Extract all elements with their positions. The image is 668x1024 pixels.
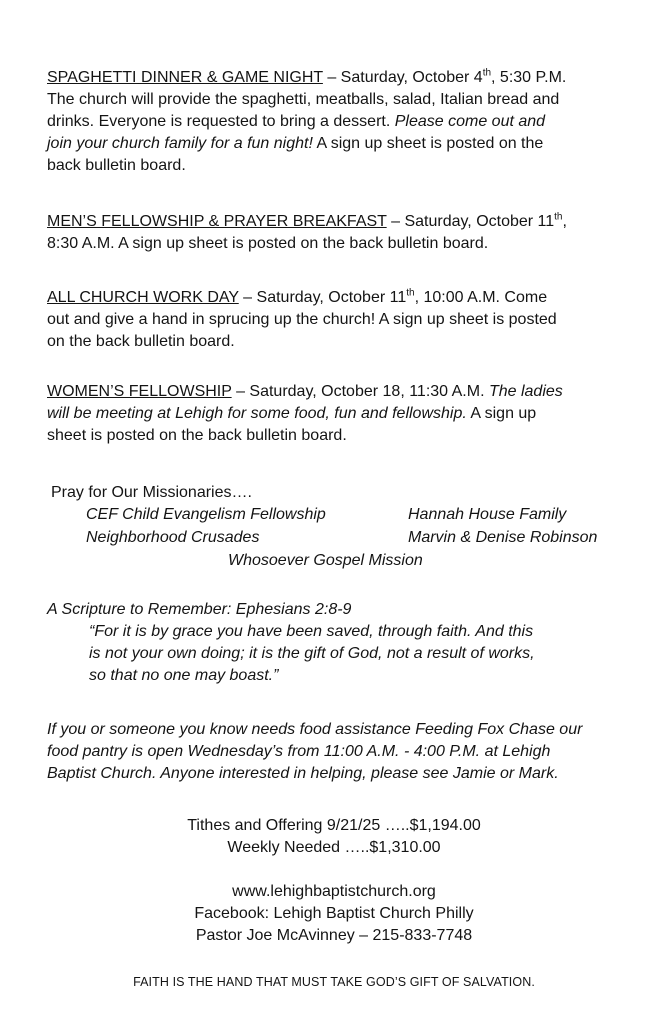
- scripture-section: [47, 599, 637, 687]
- spaghetti-heading-line: [47, 67, 637, 89]
- pastor-contact: Pastor Joe McAvinney – 215-833-7748: [195, 927, 473, 944]
- work-day-announcement: [47, 287, 637, 353]
- spaghetti-time: , 5:30 P.M.: [491, 69, 567, 86]
- finance-summary: [0, 815, 668, 859]
- spaghetti-line-5: back bulletin board.: [47, 157, 186, 174]
- workday-date: – Saturday, October 11: [238, 289, 407, 306]
- footer-motto: FAITH IS THE HAND THAT MUST TAKE GOD’S GIFT OF SALVATION.: [133, 975, 535, 989]
- missionaries-section: [51, 482, 641, 573]
- contact-info: [0, 881, 668, 947]
- spaghetti-line-4-text: A sign up sheet is posted on the: [312, 135, 544, 152]
- scripture-quote-line: “For it is by grace you have been saved, through faith. And this: [89, 623, 534, 640]
- missionary-item: Whosoever Gospel Mission: [228, 552, 423, 569]
- missionary-item: Marvin & Denise Robinson: [408, 529, 598, 546]
- mens-line-2: 8:30 A.M. A sign up sheet is posted on the back bulletin board.: [47, 235, 489, 252]
- spaghetti-date-suffix: th: [482, 67, 492, 79]
- mens-date-suffix: th: [554, 211, 563, 223]
- spaghetti-date: – Saturday, October 4: [322, 69, 483, 86]
- spaghetti-dinner-announcement: [47, 67, 637, 177]
- spaghetti-line-3: [47, 111, 637, 133]
- scripture-heading: A Scripture to Remember: Ephesians 2:8-9: [47, 601, 352, 618]
- workday-line-3: on the back bulletin board.: [47, 333, 235, 350]
- missionary-item: Hannah House Family: [408, 506, 567, 523]
- womens-heading-line: [47, 381, 637, 403]
- website-link[interactable]: www.lehighbaptistchurch.org: [232, 883, 436, 900]
- mens-date: – Saturday, October 11: [386, 213, 555, 230]
- food-line: If you or someone you know needs food assistance Feeding Fox Chase our: [47, 721, 583, 738]
- food-line: Baptist Church. Anyone interested in helping, please see Jamie or Mark.: [47, 765, 559, 782]
- spaghetti-line-4-italic: join your church family for a fun night!: [47, 135, 313, 152]
- mission-row: [51, 550, 641, 573]
- spaghetti-line-2: The church will provide the spaghetti, meatballs, salad, Italian bread and: [47, 91, 560, 108]
- workday-line-2: out and give a hand in sprucing up the church! A sign up sheet is posted: [47, 311, 557, 328]
- missionaries-heading: Pray for Our Missionaries….: [51, 484, 252, 501]
- mens-title: MEN’S FELLOWSHIP & PRAYER BREAKFAST: [47, 213, 387, 230]
- mission-row: [51, 527, 641, 550]
- mens-fellowship-announcement: [47, 211, 637, 255]
- spaghetti-line-4: [47, 133, 637, 155]
- mens-heading-line: [47, 211, 637, 233]
- womens-line-1-italic: The ladies: [488, 383, 563, 400]
- womens-title: WOMEN’S FELLOWSHIP: [47, 383, 232, 400]
- scripture-quote-line: so that no one may boast.”: [89, 667, 279, 684]
- food-line: food pantry is open Wednesday’s from 11:00 A.M. - 4:00 P.M. at Lehigh: [47, 743, 551, 760]
- workday-heading-line: [47, 287, 637, 309]
- tithes-offering: Tithes and Offering 9/21/25 …..$1,194.00: [187, 817, 481, 834]
- workday-date-suffix: th: [406, 287, 415, 299]
- womens-line-2-italic: will be meeting at Lehigh for some food, fun and fellowship.: [47, 405, 467, 422]
- spaghetti-line-3-text: drinks. Everyone is requested to bring a dessert.: [47, 113, 395, 130]
- mission-row: [51, 504, 641, 527]
- womens-date: – Saturday, October 18, 11:30 A.M.: [231, 383, 489, 400]
- missionary-item: Neighborhood Crusades: [86, 529, 260, 546]
- facebook-info: Facebook: Lehigh Baptist Church Philly: [194, 905, 474, 922]
- womens-line-2: [47, 403, 637, 425]
- womens-line-3: sheet is posted on the back bulletin board.: [47, 427, 347, 444]
- scripture-quote-line: is not your own doing; it is the gift of God, not a result of works,: [89, 645, 535, 662]
- womens-fellowship-announcement: [47, 381, 637, 447]
- scripture-quote: [47, 621, 637, 687]
- womens-line-2-text: A sign up: [466, 405, 537, 422]
- food-pantry-notice: [47, 719, 637, 785]
- workday-title: ALL CHURCH WORK DAY: [47, 289, 239, 306]
- spaghetti-line-3-italic: Please come out and: [394, 113, 546, 130]
- weekly-needed: Weekly Needed …..$1,310.00: [227, 839, 441, 856]
- missionary-item: CEF Child Evangelism Fellowship: [86, 506, 326, 523]
- workday-time: , 10:00 A.M. Come: [414, 289, 548, 306]
- spaghetti-title: SPAGHETTI DINNER & GAME NIGHT: [47, 69, 323, 86]
- mens-date-end: ,: [562, 213, 567, 230]
